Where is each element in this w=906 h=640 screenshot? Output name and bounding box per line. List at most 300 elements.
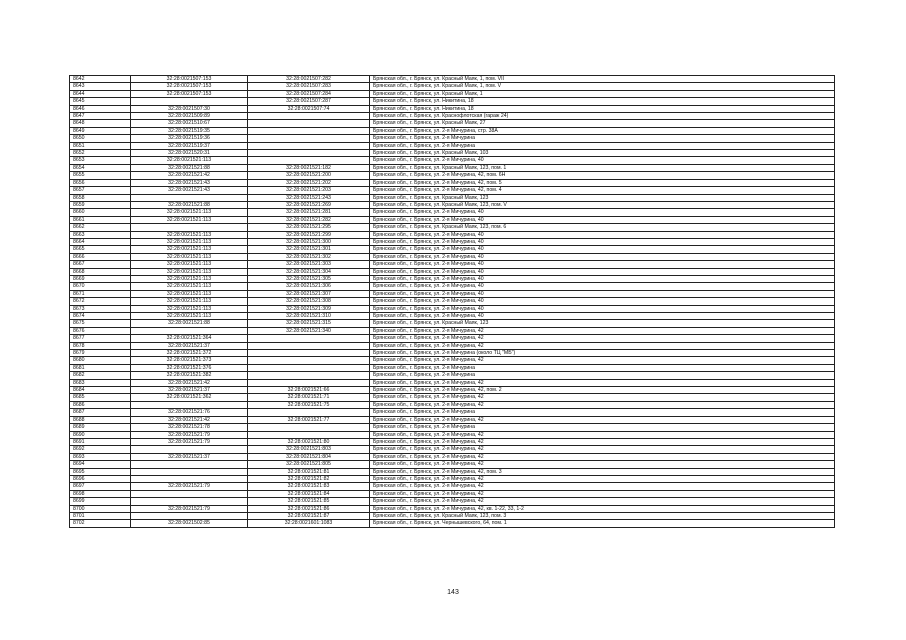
parcel-number-cell: 32:28:0021521:113 <box>131 275 248 282</box>
table-row <box>70 313 835 320</box>
table-row <box>70 224 835 231</box>
object-number-cell: 32:28:0021507:282 <box>248 76 370 83</box>
table-row <box>70 387 835 394</box>
table-row <box>70 201 835 208</box>
address-cell: Брянская обл., г. Брянск, ул. Красный Маяк, 123, пом. 1 <box>370 164 835 171</box>
table-row <box>70 409 835 416</box>
table-row <box>70 127 835 134</box>
object-number-cell: 32:28:0021507:287 <box>248 98 370 105</box>
object-number-cell <box>248 127 370 134</box>
parcel-number-cell: 32:28:0021510:67 <box>131 120 248 127</box>
parcel-number-cell: 32:28:0021521:42 <box>131 416 248 423</box>
table-row <box>70 424 835 431</box>
table-row <box>70 350 835 357</box>
parcel-number-cell: 32:28:0021521:42 <box>131 172 248 179</box>
object-number-cell: 32:28:0021521:305 <box>248 275 370 282</box>
row-number-cell: 8672 <box>70 298 131 305</box>
object-number-cell <box>248 335 370 342</box>
row-number-cell: 8690 <box>70 431 131 438</box>
address-cell: Брянская обл., г. Брянск, ул. 2-я Мичурина, 42 <box>370 483 835 490</box>
table-row <box>70 283 835 290</box>
address-cell: Брянская обл., г. Брянск, ул. 2-я Мичурина, 42, пом. 6Н <box>370 172 835 179</box>
object-number-cell: 32:28:0021521:84 <box>248 490 370 497</box>
row-number-cell: 8695 <box>70 468 131 475</box>
object-number-cell: 32:28:0021521:805 <box>248 461 370 468</box>
address-cell: Брянская обл., г. Брянск, ул. 2-я Мичурина, 42 <box>370 394 835 401</box>
address-cell: Брянская обл., г. Брянск, ул. 2-я Мичурина, 40 <box>370 268 835 275</box>
row-number-cell: 8644 <box>70 90 131 97</box>
address-cell: Брянская обл., г. Брянск, ул. 2-я Мичурина, 42 <box>370 431 835 438</box>
address-cell: Брянская обл., г. Брянск, ул. 2-я Мичурина, 42 <box>370 401 835 408</box>
row-number-cell: 8645 <box>70 98 131 105</box>
object-number-cell: 32:28:0021601:1083 <box>248 520 370 527</box>
object-number-cell: 32:28:0021521:80 <box>248 438 370 445</box>
address-cell: Брянская обл., г. Брянск, ул. 2-я Мичурина, 42 <box>370 490 835 497</box>
parcel-number-cell: 32:28:0021521:113 <box>131 283 248 290</box>
parcel-number-cell: 32:28:0021521:79 <box>131 431 248 438</box>
page-number: 143 <box>447 589 459 596</box>
address-cell: Брянская обл., г. Брянск, ул. 2-я Мичурина, 42 <box>370 461 835 468</box>
row-number-cell: 8688 <box>70 416 131 423</box>
object-number-cell: 32:28:0021521:202 <box>248 179 370 186</box>
table-row <box>70 431 835 438</box>
table-row <box>70 372 835 379</box>
table-row <box>70 98 835 105</box>
table-row <box>70 120 835 127</box>
object-number-cell <box>248 150 370 157</box>
object-number-cell: 32:28:0021521:85 <box>248 498 370 505</box>
row-number-cell: 8658 <box>70 194 131 201</box>
address-cell: Брянская обл., г. Брянск, ул. 2-я Мичурина, 40 <box>370 238 835 245</box>
table-row <box>70 335 835 342</box>
address-cell: Брянская обл., г. Брянск, ул. 2-я Мичурина, 42 <box>370 446 835 453</box>
address-cell: Брянская обл., г. Брянск, ул. Краснофлотская (гараж 24) <box>370 113 835 120</box>
address-cell: Брянская обл., г. Брянск, ул. 2-я Мичурина <box>370 372 835 379</box>
parcel-number-cell: 32:28:0021521:376 <box>131 364 248 371</box>
parcel-number-cell <box>131 512 248 519</box>
object-number-cell: 32:28:0021521:295 <box>248 224 370 231</box>
table-row <box>70 164 835 171</box>
object-number-cell: 32:28:0021521:75 <box>248 401 370 408</box>
parcel-number-cell: 32:28:0021521:79 <box>131 438 248 445</box>
address-cell: Брянская обл., г. Брянск, ул. 2-я Мичурина, 40 <box>370 298 835 305</box>
row-number-cell: 8693 <box>70 453 131 460</box>
address-cell: Брянская обл., г. Брянск, ул. 2-я Мичурина, 40 <box>370 246 835 253</box>
row-number-cell: 8671 <box>70 290 131 297</box>
object-number-cell <box>248 364 370 371</box>
address-cell: Брянская обл., г. Брянск, ул. 2-я Мичурина, 40 <box>370 216 835 223</box>
address-cell: Брянская обл., г. Брянск, ул. 2-я Мичурина, 42, пом. 3 <box>370 468 835 475</box>
parcel-number-cell: 32:28:0021521:113 <box>131 157 248 164</box>
parcel-number-cell: 32:28:0021521:113 <box>131 268 248 275</box>
object-number-cell: 32:28:0021521:306 <box>248 283 370 290</box>
object-number-cell: 32:28:0021521:302 <box>248 253 370 260</box>
row-number-cell: 8675 <box>70 320 131 327</box>
parcel-number-cell: 32:28:0021507:153 <box>131 83 248 90</box>
parcel-number-cell: 32:28:0021521:79 <box>131 483 248 490</box>
row-number-cell: 8654 <box>70 164 131 171</box>
table-row <box>70 401 835 408</box>
address-cell: Брянская обл., г. Брянск, ул. 2-я Мичурина, 42, кв. 1-22, 33, 1-2 <box>370 505 835 512</box>
address-cell: Брянская обл., г. Брянск, ул. Красный Маяк, 1, пом. VII <box>370 76 835 83</box>
row-number-cell: 8698 <box>70 490 131 497</box>
address-cell: Брянская обл., г. Брянск, ул. 2-я Мичурина, 40 <box>370 290 835 297</box>
parcel-number-cell <box>131 498 248 505</box>
row-number-cell: 8691 <box>70 438 131 445</box>
address-cell: Брянская обл., г. Брянск, ул. Красный Маяк, 1 <box>370 90 835 97</box>
parcel-number-cell: 32:28:0021521:113 <box>131 313 248 320</box>
table-row <box>70 438 835 445</box>
row-number-cell: 8674 <box>70 313 131 320</box>
row-number-cell: 8666 <box>70 253 131 260</box>
object-number-cell: 32:28:0021507:74 <box>248 105 370 112</box>
row-number-cell: 8661 <box>70 216 131 223</box>
parcel-number-cell: 32:28:0021521:364 <box>131 335 248 342</box>
address-cell: Брянская обл., г. Брянск, ул. 2-я Мичурина, 42, пом. 5 <box>370 179 835 186</box>
object-number-cell <box>248 357 370 364</box>
address-cell: Брянская обл., г. Брянск, ул. Красный Маяк, 123 <box>370 320 835 327</box>
table-row <box>70 179 835 186</box>
address-cell: Брянская обл., г. Брянск, ул. 2-я Мичурина, 40 <box>370 313 835 320</box>
object-number-cell <box>248 350 370 357</box>
table-row <box>70 483 835 490</box>
row-number-cell: 8697 <box>70 483 131 490</box>
parcel-number-cell: 32:28:0021520:31 <box>131 150 248 157</box>
row-number-cell: 8692 <box>70 446 131 453</box>
table-row <box>70 142 835 149</box>
address-cell: Брянская обл., г. Брянск, ул. 2-я Мичурина, 40 <box>370 253 835 260</box>
row-number-cell: 8702 <box>70 520 131 527</box>
address-cell: Брянская обл., г. Брянск, ул. Красный Маяк, 103 <box>370 150 835 157</box>
row-number-cell: 8673 <box>70 305 131 312</box>
object-number-cell <box>248 424 370 431</box>
object-number-cell: 32:28:0021521:300 <box>248 238 370 245</box>
parcel-number-cell: 32:28:0021521:37 <box>131 342 248 349</box>
object-number-cell <box>248 120 370 127</box>
table-row <box>70 253 835 260</box>
row-number-cell: 8665 <box>70 246 131 253</box>
table-row <box>70 305 835 312</box>
row-number-cell: 8650 <box>70 135 131 142</box>
table-row <box>70 505 835 512</box>
row-number-cell: 8699 <box>70 498 131 505</box>
parcel-number-cell: 32:28:0021521:382 <box>131 372 248 379</box>
table-row <box>70 246 835 253</box>
address-cell: Брянская обл., г. Брянск, ул. 2-я Мичурина <box>370 364 835 371</box>
object-number-cell: 32:28:0021521:66 <box>248 387 370 394</box>
table-row <box>70 379 835 386</box>
object-number-cell: 32:28:0021507:283 <box>248 83 370 90</box>
table-row <box>70 268 835 275</box>
row-number-cell: 8679 <box>70 350 131 357</box>
table-row <box>70 187 835 194</box>
parcel-number-cell: 32:28:0021521:37 <box>131 387 248 394</box>
object-number-cell <box>248 157 370 164</box>
address-cell: Брянская обл., г. Брянск, ул. Красный Маяк, 1, пом. V <box>370 83 835 90</box>
row-number-cell: 8660 <box>70 209 131 216</box>
address-cell: Брянская обл., г. Брянск, ул. 2-я Мичурина, 42 <box>370 498 835 505</box>
table-row <box>70 150 835 157</box>
object-number-cell: 32:28:0021521:310 <box>248 313 370 320</box>
object-number-cell: 32:28:0021521:308 <box>248 298 370 305</box>
row-number-cell: 8686 <box>70 401 131 408</box>
row-number-cell: 8683 <box>70 379 131 386</box>
object-number-cell: 32:28:0021521:282 <box>248 216 370 223</box>
row-number-cell: 8689 <box>70 424 131 431</box>
parcel-number-cell: 32:28:0021507:153 <box>131 90 248 97</box>
table-row <box>70 475 835 482</box>
row-number-cell: 8684 <box>70 387 131 394</box>
address-cell: Брянская обл., г. Брянск, ул. 2-я Мичурина, 42, пом. 2 <box>370 387 835 394</box>
row-number-cell: 8659 <box>70 201 131 208</box>
row-number-cell: 8677 <box>70 335 131 342</box>
row-number-cell: 8678 <box>70 342 131 349</box>
address-cell: Брянская обл., г. Брянск, ул. 2-я Мичурина <box>370 142 835 149</box>
row-number-cell: 8682 <box>70 372 131 379</box>
parcel-number-cell <box>131 446 248 453</box>
parcel-number-cell: 32:28:0021519:36 <box>131 135 248 142</box>
parcel-number-cell: 32:28:0021521:79 <box>131 505 248 512</box>
object-number-cell: 32:28:0021521:299 <box>248 231 370 238</box>
object-number-cell <box>248 113 370 120</box>
object-number-cell: 32:28:0021521:203 <box>248 187 370 194</box>
parcel-number-cell: 32:28:0021521:88 <box>131 320 248 327</box>
parcel-number-cell: 32:28:0021521:76 <box>131 409 248 416</box>
table-row <box>70 520 835 527</box>
object-number-cell: 32:28:0021521:87 <box>248 512 370 519</box>
row-number-cell: 8685 <box>70 394 131 401</box>
table-row <box>70 105 835 112</box>
address-cell: Брянская обл., г. Брянск, ул. 2-я Мичурина (около ТЦ "МБ") <box>370 350 835 357</box>
parcel-number-cell <box>131 224 248 231</box>
row-number-cell: 8651 <box>70 142 131 149</box>
table-row <box>70 194 835 201</box>
parcel-number-cell <box>131 327 248 334</box>
table-row <box>70 172 835 179</box>
row-number-cell: 8655 <box>70 172 131 179</box>
address-cell: Брянская обл., г. Брянск, ул. Чернышевского, 64, пом. 1 <box>370 520 835 527</box>
table-row <box>70 490 835 497</box>
parcel-number-cell <box>131 401 248 408</box>
parcel-number-cell <box>131 468 248 475</box>
object-number-cell: 32:28:0021521:281 <box>248 209 370 216</box>
row-number-cell: 8643 <box>70 83 131 90</box>
object-number-cell: 32:28:0021521:301 <box>248 246 370 253</box>
address-cell: Брянская обл., г. Брянск, ул. Красный Маяк, 27 <box>370 120 835 127</box>
address-cell: Брянская обл., г. Брянск, ул. 2-я Мичурина <box>370 135 835 142</box>
object-number-cell: 32:28:0021521:309 <box>248 305 370 312</box>
table-body <box>70 76 835 528</box>
row-number-cell: 8657 <box>70 187 131 194</box>
parcel-number-cell: 32:28:0021521:113 <box>131 246 248 253</box>
parcel-number-cell: 32:28:0021521:113 <box>131 305 248 312</box>
parcel-number-cell: 32:28:0021521:43 <box>131 179 248 186</box>
parcel-number-cell: 32:28:0021521:113 <box>131 298 248 305</box>
address-cell: Брянская обл., г. Брянск, ул. 2-я Мичурина, 42 <box>370 416 835 423</box>
row-number-cell: 8664 <box>70 238 131 245</box>
object-number-cell: 32:28:0021521:82 <box>248 475 370 482</box>
address-cell: Брянская обл., г. Брянск, ул. 2-я Мичурина, 40 <box>370 209 835 216</box>
row-number-cell: 8694 <box>70 461 131 468</box>
table-row <box>70 342 835 349</box>
address-cell: Брянская обл., г. Брянск, ул. 2-я Мичурина, 42, пом. 4 <box>370 187 835 194</box>
row-number-cell: 8670 <box>70 283 131 290</box>
table-row <box>70 76 835 83</box>
table-row <box>70 416 835 423</box>
parcel-number-cell: 32:28:0021521:43 <box>131 187 248 194</box>
table-row <box>70 461 835 468</box>
address-cell: Брянская обл., г. Брянск, ул. 2-я Мичурина, 42 <box>370 379 835 386</box>
object-number-cell <box>248 409 370 416</box>
parcel-number-cell <box>131 194 248 201</box>
object-number-cell: 32:28:0021521:315 <box>248 320 370 327</box>
row-number-cell: 8642 <box>70 76 131 83</box>
parcel-number-cell: 32:28:0021521:78 <box>131 424 248 431</box>
object-number-cell <box>248 379 370 386</box>
table-row <box>70 216 835 223</box>
object-number-cell <box>248 135 370 142</box>
address-cell: Брянская обл., г. Брянск, ул. Никитина, 18 <box>370 98 835 105</box>
address-cell: Брянская обл., г. Брянск, ул. Красный Маяк, 123 <box>370 194 835 201</box>
row-number-cell: 8669 <box>70 275 131 282</box>
parcel-number-cell: 32:28:0021521:113 <box>131 231 248 238</box>
object-number-cell: 32:28:0021507:284 <box>248 90 370 97</box>
parcel-number-cell: 32:28:0021521:113 <box>131 209 248 216</box>
parcel-number-cell: 32:28:0021521:113 <box>131 261 248 268</box>
parcel-number-cell: 32:28:0021521:113 <box>131 253 248 260</box>
table-row <box>70 261 835 268</box>
table-row <box>70 453 835 460</box>
row-number-cell: 8668 <box>70 268 131 275</box>
address-cell: Брянская обл., г. Брянск, ул. 2-я Мичурина, 42 <box>370 335 835 342</box>
row-number-cell: 8656 <box>70 179 131 186</box>
parcel-number-cell: 32:28:0021521:37 <box>131 453 248 460</box>
row-number-cell: 8687 <box>70 409 131 416</box>
parcel-number-cell: 32:28:0021519:37 <box>131 142 248 149</box>
address-cell: Брянская обл., г. Брянск, ул. Никитина, 18 <box>370 105 835 112</box>
row-number-cell: 8700 <box>70 505 131 512</box>
row-number-cell: 8696 <box>70 475 131 482</box>
parcel-number-cell: 32:28:0021521:113 <box>131 216 248 223</box>
table-row <box>70 275 835 282</box>
address-cell: Брянская обл., г. Брянск, ул. 2-я Мичурина, 42 <box>370 475 835 482</box>
parcel-number-cell: 32:28:0021519:35 <box>131 127 248 134</box>
object-number-cell: 32:28:0021521:71 <box>248 394 370 401</box>
parcel-number-cell: 32:28:0021509:89 <box>131 113 248 120</box>
parcel-number-cell: 32:28:0021502:85 <box>131 520 248 527</box>
parcel-number-cell: 32:28:0021507:153 <box>131 76 248 83</box>
object-number-cell: 32:28:0021521:303 <box>248 261 370 268</box>
parcel-number-cell: 32:28:0021521:113 <box>131 238 248 245</box>
table-row <box>70 209 835 216</box>
address-cell: Брянская обл., г. Брянск, ул. 2-я Мичурина, 42 <box>370 438 835 445</box>
table-row <box>70 468 835 475</box>
address-cell: Брянская обл., г. Брянск, ул. 2-я Мичурина, 40 <box>370 305 835 312</box>
address-cell: Брянская обл., г. Брянск, ул. 2-я Мичурина, 40 <box>370 283 835 290</box>
object-number-cell: 32:28:0021521:86 <box>248 505 370 512</box>
parcel-number-cell: 32:28:0021521:372 <box>131 350 248 357</box>
object-number-cell: 32:28:0021521:269 <box>248 201 370 208</box>
object-number-cell: 32:28:0021521:81 <box>248 468 370 475</box>
row-number-cell: 8646 <box>70 105 131 112</box>
address-cell: Брянская обл., г. Брянск, ул. 2-я Мичурина, 40 <box>370 275 835 282</box>
table-row <box>70 446 835 453</box>
object-number-cell <box>248 431 370 438</box>
parcel-number-cell <box>131 461 248 468</box>
object-number-cell <box>248 342 370 349</box>
table-row <box>70 157 835 164</box>
parcel-number-cell <box>131 98 248 105</box>
address-cell: Брянская обл., г. Брянск, ул. 2-я Мичурина, 40 <box>370 261 835 268</box>
address-cell: Брянская обл., г. Брянск, ул. Красный Маяк, 123, пом. V <box>370 201 835 208</box>
object-number-cell <box>248 142 370 149</box>
table-row <box>70 298 835 305</box>
object-number-cell <box>248 372 370 379</box>
table-row <box>70 498 835 505</box>
object-number-cell: 32:28:0021521:182 <box>248 164 370 171</box>
table-row <box>70 90 835 97</box>
object-number-cell: 32:28:0021521:307 <box>248 290 370 297</box>
table-row <box>70 394 835 401</box>
row-number-cell: 8649 <box>70 127 131 134</box>
address-cell: Брянская обл., г. Брянск, ул. 2-я Мичурина, 42 <box>370 453 835 460</box>
table-row <box>70 113 835 120</box>
table-row <box>70 320 835 327</box>
row-number-cell: 8653 <box>70 157 131 164</box>
parcel-number-cell: 32:28:0021521:42 <box>131 379 248 386</box>
object-number-cell: 32:28:0021521:804 <box>248 453 370 460</box>
row-number-cell: 8652 <box>70 150 131 157</box>
parcel-number-cell: 32:28:0021521:113 <box>131 290 248 297</box>
table-row <box>70 290 835 297</box>
address-cell: Брянская обл., г. Брянск, ул. 2-я Мичурина, стр. 38А <box>370 127 835 134</box>
table-row <box>70 512 835 519</box>
row-number-cell: 8648 <box>70 120 131 127</box>
row-number-cell: 8667 <box>70 261 131 268</box>
row-number-cell: 8701 <box>70 512 131 519</box>
parcel-number-cell: 32:28:0021521:362 <box>131 394 248 401</box>
object-number-cell: 32:28:0021521:77 <box>248 416 370 423</box>
row-number-cell: 8663 <box>70 231 131 238</box>
address-cell: Брянская обл., г. Брянск, ул. 2-я Мичурина, 40 <box>370 231 835 238</box>
parcel-number-cell <box>131 475 248 482</box>
address-cell: Брянская обл., г. Брянск, ул. Красный Маяк, 123, пом. 3 <box>370 512 835 519</box>
parcel-number-cell: 32:28:0021507:30 <box>131 105 248 112</box>
address-cell: Брянская обл., г. Брянск, ул. Красный Маяк, 123, пом. 6 <box>370 224 835 231</box>
row-number-cell: 8647 <box>70 113 131 120</box>
table-row <box>70 238 835 245</box>
address-cell: Брянская обл., г. Брянск, ул. 2-я Мичурина <box>370 424 835 431</box>
parcel-number-cell: 32:28:0021521:88 <box>131 201 248 208</box>
cadastral-table <box>69 75 835 528</box>
object-number-cell: 32:28:0021521:200 <box>248 172 370 179</box>
row-number-cell: 8676 <box>70 327 131 334</box>
table-row <box>70 135 835 142</box>
object-number-cell: 32:28:0021521:803 <box>248 446 370 453</box>
table-row <box>70 83 835 90</box>
object-number-cell: 32:28:0021521:304 <box>248 268 370 275</box>
address-cell: Брянская обл., г. Брянск, ул. 2-я Мичурина, 42 <box>370 357 835 364</box>
row-number-cell: 8680 <box>70 357 131 364</box>
parcel-number-cell: 32:28:0021521:88 <box>131 164 248 171</box>
address-cell: Брянская обл., г. Брянск, ул. 2-я Мичурина, 40 <box>370 157 835 164</box>
object-number-cell: 32:28:0021521:83 <box>248 483 370 490</box>
parcel-number-cell: 32:28:0021521:373 <box>131 357 248 364</box>
address-cell: Брянская обл., г. Брянск, ул. 2-я Мичурина, 42 <box>370 327 835 334</box>
row-number-cell: 8662 <box>70 224 131 231</box>
address-cell: Брянская обл., г. Брянск, ул. 2-я Мичурина, 42 <box>370 342 835 349</box>
table-row <box>70 327 835 334</box>
